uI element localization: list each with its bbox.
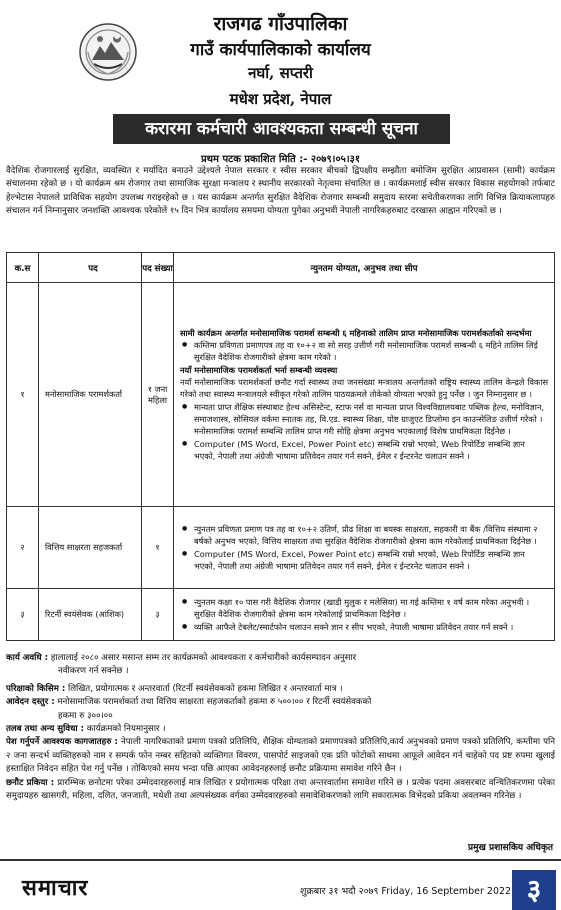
term-selection-process (6, 777, 555, 804)
row-sn: २ (7, 507, 39, 589)
term-text: हालालाई २०८० असार मसान्त सम्म तर कार्यक्रमको आवश्यकता र कर्मचारीको कार्यसम्पादन अनुसार (50, 653, 357, 663)
table-row (7, 283, 555, 507)
qualification-paragraph: नयाँ मनोसामाजिक परामर्शकर्ता छनौट गर्दा स्वास्थ्य तथा जनसंख्या मन्त्रालय अन्तर्गतको राष्ट्रिय स्वास्थ्य तालिम केन्द्रले विकास गरेको तथा स्वास्थ्य मन्त्रालयले स्वीकृत गरेको तालिम पाठयक्रमले तोकेको योग्यता भएको हुनु पर्नेछ । जुन निम्नानुसार छ । (180, 377, 548, 400)
header-qualification: न्युनतम योग्यता, अनुभव तथा सीप (174, 253, 555, 283)
list-item: ● न्युनतम कक्षा १० पास गरी वैदेशिक रोजगार (खाडी मुलुक र मलेसिया) मा गई कम्तिमा १ वर्ष काम गरेका अनुभवी । सुरक्षित वैदेशिक रोजगारीको क्षेत्रमा काम गरेकोलाई प्राथमिकता दिईनेछ । (180, 596, 548, 621)
office-name: गाउँ कार्यपालिकाको कार्यालय (190, 40, 371, 60)
header-sn: क.स (7, 253, 39, 283)
terms-section (6, 652, 555, 803)
term-exam (6, 683, 555, 696)
list-item: ● मान्यता प्राप्त शैक्षिक संस्थाबाट हेल्थ असिस्टेन्ट, स्टाफ नर्स वा मान्यता प्राप्त विश्वविद्यालयबाट पब्लिक हेल्थ, मनोविज्ञान, समाजशास्त्र, सोसियल वर्कमा स्नातक तह, वि.एड. स्वास्थ्य शिक्षा, पोष्ट ग्राजुएट डिप्लोमा इन काउन्सेलिङ उत्तीर्ण गरेको । मनोसामाजिक परामर्श सम्बन्धि तालिम प्राप्त गरी सोहि क्षेत्रमा अनुभव भएकालाई विशेष प्राथमिकता दिईनेछ । (180, 401, 548, 438)
municipality-name: राजगढ गाँउपालिका (213, 13, 348, 35)
publication-date: प्रथम पटक प्रकाशित मिति :- २०७९।०५।३१ (200, 154, 361, 165)
issue-date: शुक्रबार ३१ भदौ २०७९ Friday, 16 September 2022 (300, 886, 512, 897)
table-row (7, 589, 555, 641)
qualification-list (180, 401, 548, 462)
term-text-continued: नवीकरण गर्न सक्नेछ । (58, 666, 129, 677)
header-count: पद संख्या (142, 253, 174, 283)
row-sn: १ (7, 283, 39, 507)
term-label: पेश गर्नुपर्ने आवश्यक कागजातहरु : (6, 737, 118, 748)
province-country: मधेश प्रदेश, नेपाल (229, 90, 332, 108)
term-text: कार्यक्रमको नियमानुसार । (86, 724, 166, 735)
newspaper-name: समाचार (22, 875, 89, 901)
term-text: नेपाली नागरिकताको प्रमाण पत्रको प्रतिलिपि, शैक्षिक योग्यताको प्रमाणपत्रको प्रतिलिपि,कार्य अनुभवको प्रमाण पत्रको प्रतिलिपि, कम्तीमा पनि २ जना सन्दर्भ व्यक्तिहरुको नाम र सम्पर्क फोन नम्बर सहितको व्यक्तिगत विवरण, पासपोर्ट साइजको एक प्रति फोटोको साथमा आफूले आवेदन गर्न चाहेको पद प्रष्ट रुपमा खुलाई हस्ताक्षित निवेदन सहित पेश गर्नु पर्नेछ । तोकिएको समय भन्दा पछि आएका आवेदनहरुलाई छनौट प्रक्रियामा समावेश गरिने छैन । (6, 737, 555, 775)
term-label: आवेदन दस्तुर : (6, 697, 55, 708)
row-count: १ (142, 507, 174, 589)
term-duration (6, 652, 555, 665)
list-item: ● व्यक्ति आफैले टेबलेट/स्मार्टफोन चलाउन सक्ने ज्ञान र सीप भएको, नेपाली भाषामा प्रतिवेदन तयार गर्न सक्ने । (180, 621, 548, 633)
qualification-list (180, 523, 548, 572)
row-post: रिटर्नी स्वयंसेवक (आंशिक) (39, 589, 142, 641)
table-row (7, 507, 555, 589)
list-item: ● Computer (MS Word, Excel, Power Point etc) सम्बन्धि राम्रो भएको, Web रिपोर्टिङ सम्बन्धि ज्ञान भएको, नेपाली तथा अंग्रेजी भाषामा प्रतिवेदन तयार गर्न सक्ने, ईमेल र ईन्टरनेट चलाउन सक्ने । (180, 548, 548, 573)
term-salary (6, 723, 555, 736)
row-count: ३ (142, 589, 174, 641)
intro-paragraph: वैदेशिक रोजगारलाई सुरक्षित, व्यवस्थित र मर्यादित बनाउने उद्देश्यले नेपाल सरकार र स्वीस सरकार बीचको द्विपक्षीय सम्झौता बमोजिम सुरक्षित आप्रवासन (सामी) कार्यक्रम संचालनमा रहेको छ । यो कार्यक्रम श्रम रोजगार तथा सामाजिक सुरक्षा मन्त्रालय र स्थानीय सरकारको नेतृत्वमा संचालित छ । कार्यक्रमलाई स्वीस सरकार विकास सहयोगको तर्फबाट हेल्भेटास नेपालले प्राविधिक सहयोग उपलब्ध गराइरहेको छ । यस कार्यक्रम अन्तर्गत सुरक्षित वैदेशिक रोजगार सम्बन्धी समुदाय स्तरमा सचेतीकरणका लागि विभिन्न क्रियाकलापहरु संचालन गर्न निम्नानुसार जनशक्ति आवश्यक परेकोले १५ दिन भित्र कार्यालय समयमा योग्यता पुगेका अनुभवी नेपाली नागरिकहरुबाट दरखास्त आह्वान गरिएको छ । (6, 166, 555, 216)
qualification-list (180, 596, 548, 633)
term-documents (6, 736, 555, 776)
term-label: कार्य अवधि : (6, 653, 49, 663)
qualification-heading: नयाँ मनोसामाजिक परामर्शकर्ता भर्ना सम्बन्धी व्यवस्था (180, 364, 338, 375)
notice-title: करारमा कर्मचारी आवश्यकता सम्बन्धी सूचना (113, 114, 450, 144)
page-number: ३ (512, 870, 556, 910)
qualification-heading: सामी कार्यक्रम अन्तर्गत मनोसामाजिक परामर्श सम्बन्धी ६ महिनाको तालिम प्राप्त मनोसामाजिक परामर्शकर्ताको सन्दर्भमा (180, 327, 532, 338)
newspaper-footer (0, 870, 561, 910)
list-item: ● न्युनतम प्रविणता प्रमाण पत्र तह वा १०+२ उतिर्ण, प्रौढ शिक्षा वा बयस्क साक्षरता, सहकारी वा बैंक /वित्तिय संस्थामा २ बर्षको अनुभव भएको, वित्तिय साक्षरता तथा सुरक्षित वैदेशिक रोजगारीको क्षेत्रमा काम गरेकोलाई प्राथमिकता दिईनेछ । (180, 523, 548, 548)
term-label: तलब तथा अन्य सुविधा : (6, 724, 85, 735)
term-text-continued: हकमा रु ३००।०० (58, 710, 113, 721)
list-item: ● Computer (MS Word, Excel, Power Point etc) सम्बन्धि राम्रो भएको, Web रिपोर्टिङ सम्बन्धि ज्ञान भएको, नेपाली तथा अंग्रेजी भाषामा प्रतिवेदन तयार गर्न सक्ने, ईमेल र ईन्टरनेट चलाउन सक्ने । (180, 438, 548, 463)
term-text: लिखित, प्रयोगात्मक र अन्तरवार्ता (रिटर्नी स्वयंसेवकको हकमा लिखित र अन्तरवार्ता मात्र । (68, 683, 343, 694)
row-post: वित्तिय साक्षरता सहजकर्ता (39, 507, 142, 589)
office-location: नर्घा, सप्तरी (248, 64, 313, 82)
header-post: पद (39, 253, 142, 283)
signatory-title: प्रमुख प्रशासकिय अधिकृत (467, 843, 553, 853)
term-label: छनौट प्रकिया : (6, 777, 55, 788)
list-item: ● कम्तिमा प्रविणता प्रमाणपत्र तह वा १०+२ वा सो सरह उत्तीर्ण गरी मनोसामाजिक परामर्श सम्बन्धी ६ महिने तालिम लिई सुरक्षित वैदेशिक रोजगारीको क्षेत्रमा काम गरेको । (180, 339, 548, 364)
row-post: मनोसामाजिक परामर्शकर्ता (39, 283, 142, 507)
term-text: मनोसामाजिक परामर्शकर्ता तथा वित्तिय साक्षरता सहजकर्ताको हकमा रु ५००।०० र रिटर्नी स्वयंसेवकको (57, 697, 372, 708)
letterhead (0, 0, 561, 112)
row-count: १ जना महिला (142, 283, 174, 507)
divider (0, 859, 561, 861)
row-qualification (174, 589, 555, 641)
vacancy-table (6, 252, 555, 641)
row-qualification (174, 507, 555, 589)
row-sn: ३ (7, 589, 39, 641)
term-fee (6, 696, 555, 709)
term-text: प्रारम्भिक छनोटमा परेका उम्मेदवारहरुलाई मात्र लिखित र प्रयोगात्मक परिक्षा तथा अन्तरवार्तामा समावेश गरिने छ । प्रत्येक पदमा अवसरबाट वन्चितिकरणमा परेका समुदायहरु खासगरी, महिला, दलित, जनजाती, मधेशी तथा अल्पसंख्यक वर्गका उम्मेदवारहरुको समावेशिकरणको लागि सकारात्मक विभेदको प्रकिया अवलम्बन गरिनेछ । (6, 777, 555, 802)
term-label: परिक्षाको किसिम : (6, 683, 66, 694)
table-header-row (7, 253, 555, 283)
qualification-list (180, 339, 548, 364)
row-qualification (174, 283, 555, 507)
